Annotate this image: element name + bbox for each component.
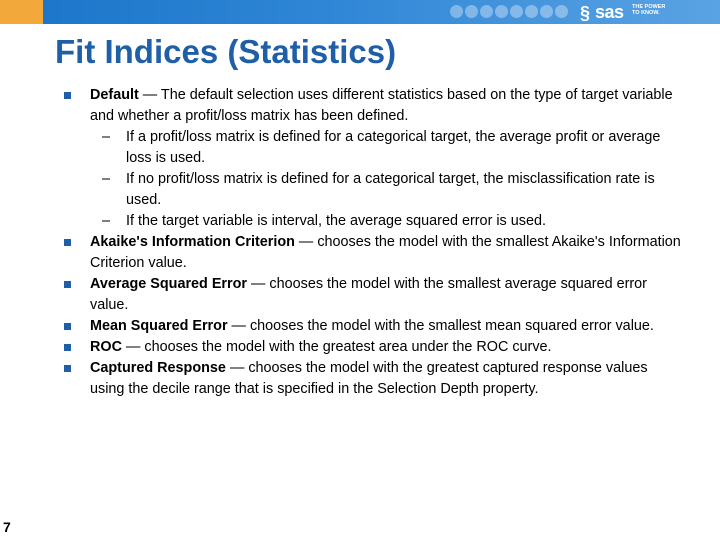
list-item: [64, 85, 684, 127]
dot-icon: [450, 5, 463, 18]
dot-icon: [555, 5, 568, 18]
item-text: — chooses the model with the greatest captured response values using the decile range that is specified in the Selection Depth property.: [90, 360, 648, 397]
sas-swirl-icon: §: [580, 3, 591, 23]
item-text: — chooses the model with the smallest mean squared error value.: [227, 318, 654, 334]
square-bullet-icon: [64, 323, 71, 330]
item-term: Default: [90, 87, 139, 103]
dot-icon: [525, 5, 538, 18]
sub-list-item: [64, 127, 684, 169]
sub-item-text: If no profit/loss matrix is defined for a categorical target, the misclassification rate is used.: [126, 171, 655, 208]
dot-icon: [540, 5, 553, 18]
dash-bullet: –: [102, 213, 111, 229]
square-bullet-icon: [64, 281, 71, 288]
sub-item-text: If the target variable is interval, the average squared error is used.: [126, 213, 546, 229]
bullet-list: [64, 85, 684, 400]
dot-icon: [510, 5, 523, 18]
item-text: — The default selection uses different statistics based on the type of target variable and whether a profit/loss matrix has been defined.: [90, 87, 673, 124]
item-term: Akaike's Information Criterion: [90, 234, 295, 250]
list-item: [64, 337, 684, 358]
sub-item-text: If a profit/loss matrix is defined for a categorical target, the average profit or average loss is used.: [126, 129, 661, 166]
item-text: — chooses the model with the greatest area under the ROC curve.: [121, 339, 552, 355]
item-term: Captured Response: [90, 360, 226, 376]
item-term: ROC: [90, 339, 122, 355]
page-number: 7: [3, 519, 11, 535]
header-banner: [0, 0, 720, 24]
banner-accent: [0, 0, 43, 24]
dot-icon: [480, 5, 493, 18]
item-term: Average Squared Error: [90, 276, 248, 292]
logo-word: sas: [595, 2, 624, 22]
dash-bullet: –: [102, 129, 111, 145]
sub-list-item: [64, 211, 684, 232]
list-item: [64, 358, 684, 400]
square-bullet-icon: [64, 239, 71, 246]
logo-tagline: THE POWER TO KNOW.: [632, 4, 666, 16]
list-item: [64, 316, 684, 337]
sas-logo: [580, 2, 670, 22]
list-item: [64, 274, 684, 316]
item-text: — chooses the model with the smallest Akaike's Information Criterion value.: [90, 234, 681, 271]
item-text: — chooses the model with the smallest average squared error value.: [90, 276, 647, 313]
dot-icon: [465, 5, 478, 18]
square-bullet-icon: [64, 344, 71, 351]
square-bullet-icon: [64, 365, 71, 372]
dot-icon: [495, 5, 508, 18]
sub-list-item: [64, 169, 684, 211]
item-term: Mean Squared Error: [90, 318, 228, 334]
list-item: [64, 232, 684, 274]
slide-title: Fit Indices (Statistics): [55, 33, 397, 70]
decorative-dots: [450, 5, 568, 19]
square-bullet-icon: [64, 92, 71, 99]
dash-bullet: –: [102, 171, 111, 187]
